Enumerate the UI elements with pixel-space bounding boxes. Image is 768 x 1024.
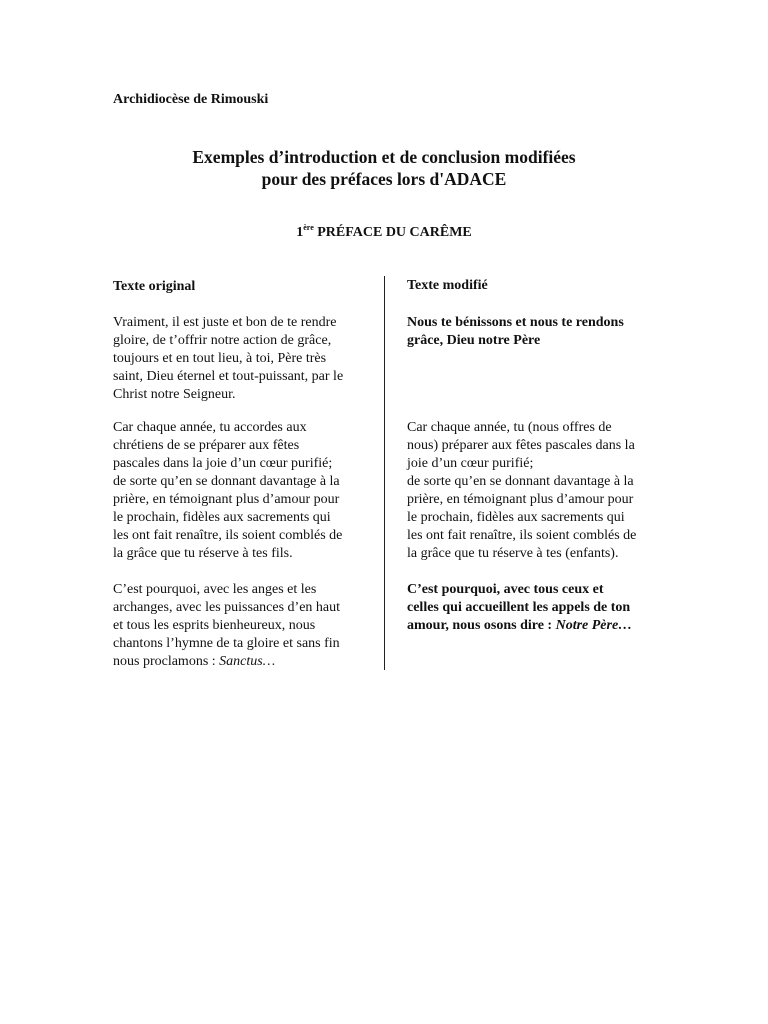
text-line: et tous les esprits bienheureux, nous bbox=[113, 618, 316, 633]
original-paragraph-1 bbox=[113, 314, 368, 404]
text-line: de sorte qu’en se donnant davantage à la bbox=[407, 474, 634, 489]
text-line: grâce, Dieu notre Père bbox=[407, 333, 541, 348]
text-line: C’est pourquoi, avec tous ceux et bbox=[407, 582, 604, 597]
preface-number: 1 bbox=[296, 225, 304, 240]
original-paragraph-2 bbox=[113, 419, 368, 563]
text-line: les ont fait renaître, ils soient comblés de bbox=[407, 528, 637, 543]
text-line: Vraiment, il est juste et bon de te rendre bbox=[113, 315, 337, 330]
notre-pere-italic: Notre Père… bbox=[555, 618, 633, 633]
text-line: saint, Dieu éternel et tout-puissant, par le bbox=[113, 369, 344, 384]
text-line: toujours et en tout lieu, à toi, Père très bbox=[113, 351, 327, 366]
modified-paragraph-1 bbox=[407, 314, 660, 350]
text-line: la grâce que tu réserve à tes (enfants). bbox=[407, 546, 619, 561]
document-title-line-1: Exemples d’introduction et de conclusion modifiées bbox=[192, 147, 576, 167]
modified-paragraph-2 bbox=[407, 419, 660, 563]
preface-title-text: PRÉFACE DU CARÊME bbox=[313, 225, 472, 240]
preface-title bbox=[0, 224, 768, 242]
text-line-with-italic bbox=[113, 653, 368, 671]
text-line: joie d’un cœur purifié; bbox=[407, 456, 534, 471]
text-line: Christ notre Seigneur. bbox=[113, 387, 236, 402]
text-line: gloire, de t’offrir notre action de grâce, bbox=[113, 333, 332, 348]
text-line-with-italic bbox=[407, 617, 660, 635]
text-line: Nous te bénissons et nous te rendons bbox=[407, 315, 624, 330]
text-line: pascales dans la joie d’un cœur purifié; bbox=[113, 456, 333, 471]
text-line: chantons l’hymne de ta gloire et sans fin bbox=[113, 636, 340, 651]
original-text-heading: Texte original bbox=[113, 279, 196, 294]
modified-text-heading: Texte modifié bbox=[407, 278, 488, 293]
diocese-name: Archidiocèse de Rimouski bbox=[113, 92, 269, 107]
text-line: de sorte qu’en se donnant davantage à la bbox=[113, 474, 340, 489]
original-text-column bbox=[113, 278, 368, 669]
text-line: le prochain, fidèles aux sacrements qui bbox=[407, 510, 625, 525]
document-title-line-2: pour des préfaces lors d'ADACE bbox=[261, 169, 507, 189]
text-line: archanges, avec les puissances d’en haut bbox=[113, 600, 341, 615]
text-line: celles qui accueillent les appels de ton bbox=[407, 600, 631, 615]
text-line: Car chaque année, tu accordes aux bbox=[113, 420, 307, 435]
text-line: nous) préparer aux fêtes pascales dans la bbox=[407, 438, 635, 453]
sanctus-italic: Sanctus… bbox=[219, 654, 276, 669]
text-line: chrétiens de se préparer aux fêtes bbox=[113, 438, 300, 453]
column-divider bbox=[384, 276, 385, 670]
original-paragraph-3 bbox=[113, 581, 368, 671]
modified-paragraph-3 bbox=[407, 581, 660, 635]
text-line: la grâce que tu réserve à tes fils. bbox=[113, 546, 293, 561]
document-title bbox=[0, 146, 768, 190]
text-line: C’est pourquoi, avec les anges et les bbox=[113, 582, 317, 597]
text-line: le prochain, fidèles aux sacrements qui bbox=[113, 510, 331, 525]
modified-text-column bbox=[407, 278, 660, 633]
text-prefix: nous proclamons : bbox=[113, 654, 220, 669]
text-line: les ont fait renaître, ils soient comblés de bbox=[113, 528, 343, 543]
preface-ordinal-superscript: ère bbox=[303, 223, 314, 232]
text-line: Car chaque année, tu (nous offres de bbox=[407, 420, 612, 435]
text-line: prière, en témoignant plus d’amour pour bbox=[113, 492, 340, 507]
text-line: prière, en témoignant plus d’amour pour bbox=[407, 492, 634, 507]
text-prefix: amour, nous osons dire : bbox=[407, 618, 556, 633]
